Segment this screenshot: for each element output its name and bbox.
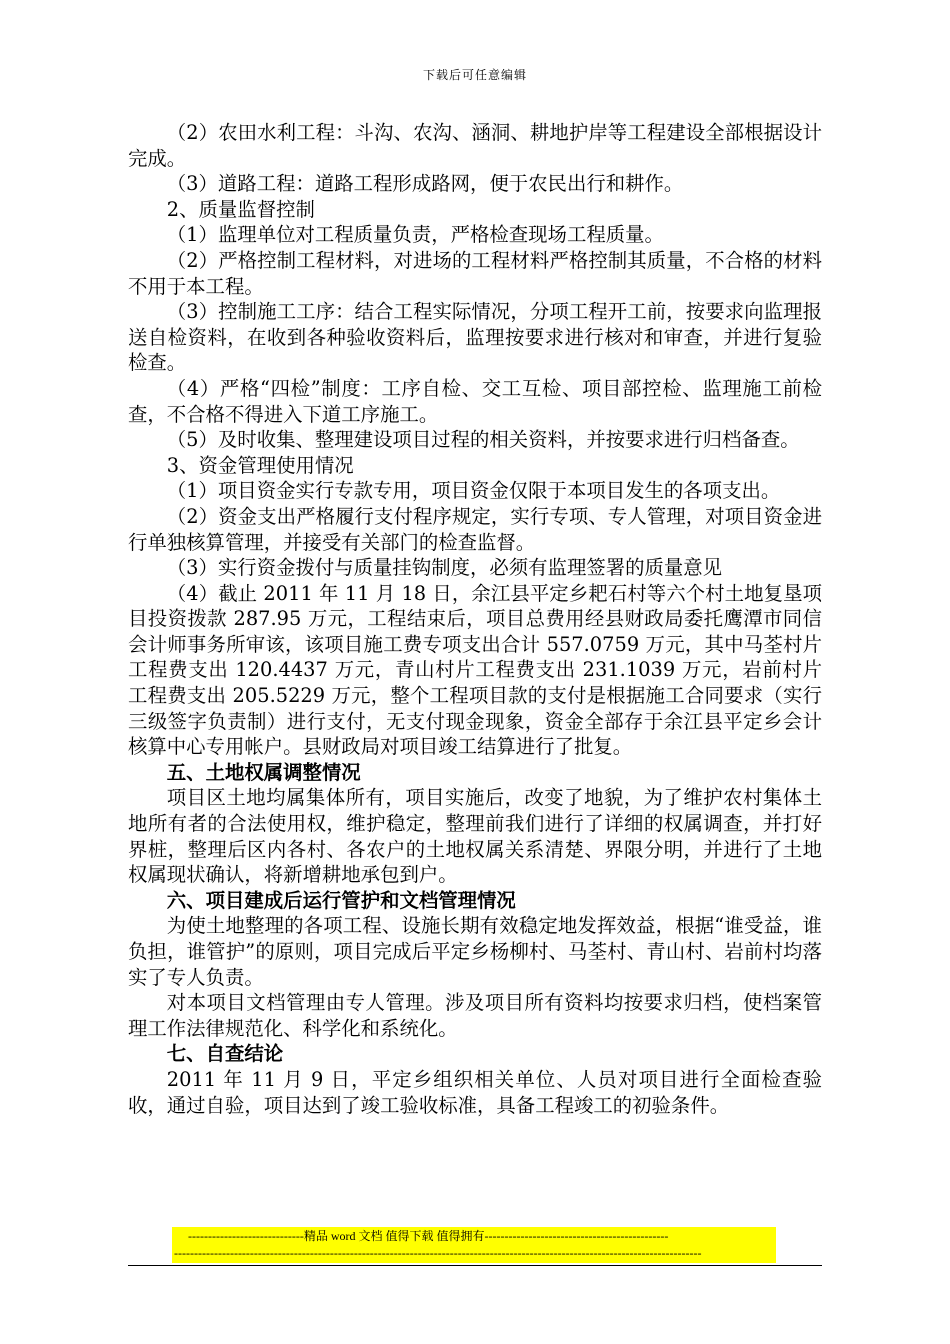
paragraph: （4）严格“四检”制度：工序自检、交工互检、项目部控检、监理施工前检查，不合格不得进入下道工序施工。	[128, 376, 822, 426]
paragraph: 对本项目文档管理由专人管理。涉及项目所有资料均按要求归档，使档案管理工作法律规范化、科学化和系统化。	[128, 991, 822, 1040]
footer-line-2: ------------------------------------------------------------------------------------------------------------------------------------	[174, 1246, 702, 1260]
paragraph: 3、资金管理使用情况	[166, 453, 354, 477]
paragraph: （1）项目资金实行专款专用，项目资金仅限于本项目发生的各项支出。	[166, 479, 781, 503]
paragraph: （3）实行资金拨付与质量挂钩制度，必须有监理签署的质量意见	[166, 556, 723, 580]
paragraph: （1）监理单位对工程质量负责，严格检查现场工程质量。	[166, 223, 664, 247]
document-body	[128, 120, 822, 1118]
section-heading: 五、土地权属调整情况	[166, 760, 361, 784]
paragraph: 为使土地整理的各项工程、设施长期有效稳定地发挥效益，根据“谁受益，谁负担，谁管护”的原则，项目完成后平定乡杨柳村、马荃村、青山村、岩前村均落实了专人负责。	[128, 914, 822, 989]
paragraph: 项目区土地均属集体所有，项目实施后，改变了地貌，为了维护农村集体土地所有者的合法使用权，维护稳定，整理前我们进行了详细的权属调查，并打好界桩，整理后区内各村、各农户的土地权属关系清楚、界限分明，并进行了土地权属现状确认，将新增耕地承包到户。	[128, 786, 822, 887]
footer-line-1: -----------------------------精品 word 文档 值得下载 值得拥有----------------------------------------------	[188, 1229, 669, 1243]
section-heading: 七、自查结论	[166, 1042, 284, 1066]
paragraph: 2、质量监督控制	[166, 197, 315, 221]
paragraph: （2）农田水利工程：斗沟、农沟、涵洞、耕地护岸等工程建设全部根据设计完成。	[128, 121, 822, 170]
paragraph: （2）资金支出严格履行支付程序规定，实行专项、专人管理，对项目资金进行单独核算管理，并接受有关部门的检查监督。	[128, 504, 822, 554]
section-heading: 六、项目建成后运行管护和文档管理情况	[166, 888, 516, 912]
footer-rule	[128, 1265, 822, 1266]
paragraph: （3）道路工程：道路工程形成路网，便于农民出行和耕作。	[166, 172, 684, 196]
paragraph: （2）严格控制工程材料，对进场的工程材料严格控制其质量，不合格的材料不用于本工程。	[128, 248, 822, 298]
paragraph: 2011 年 11 月 9 日，平定乡组织相关单位、人员对项目进行全面检查验收，通过自验，项目达到了竣工验收标准，具备工程竣工的初验条件。	[128, 1067, 822, 1117]
paragraph: （5）及时收集、整理建设项目过程的相关资料，并按要求进行归档备查。	[166, 428, 800, 452]
page-header: 下载后可任意编辑	[422, 68, 527, 82]
paragraph: （4）截止 2011 年 11 月 18 日，余江县平定乡耙石村等六个村土地复垦项目投资拨款 287.95 万元，工程结束后，项目总费用经县财政局委托鹰潭市同信会计师事务所审该，该项目施工费专项支出合计 557.0759 万元，其中马荃村片工程费支出 120.4437 万元，青山村片工程费支出 231.1039 万元，岩前村片工程费支出 205.5229 万元，整个工程项目款的支付是根据施工合同要求（实行三级签字负责制）进行支付，无支付现金现象，资金全部存于余江县平定乡会计核算中心专用帐户。县财政局对项目竣工结算进行了批复。	[128, 581, 822, 759]
paragraph: （3）控制施工工序：结合工程实际情况，分项工程开工前，按要求向监理报送自检资料，在收到各种验收资料后，监理按要求进行核对和审查，并进行复验检查。	[128, 300, 822, 375]
